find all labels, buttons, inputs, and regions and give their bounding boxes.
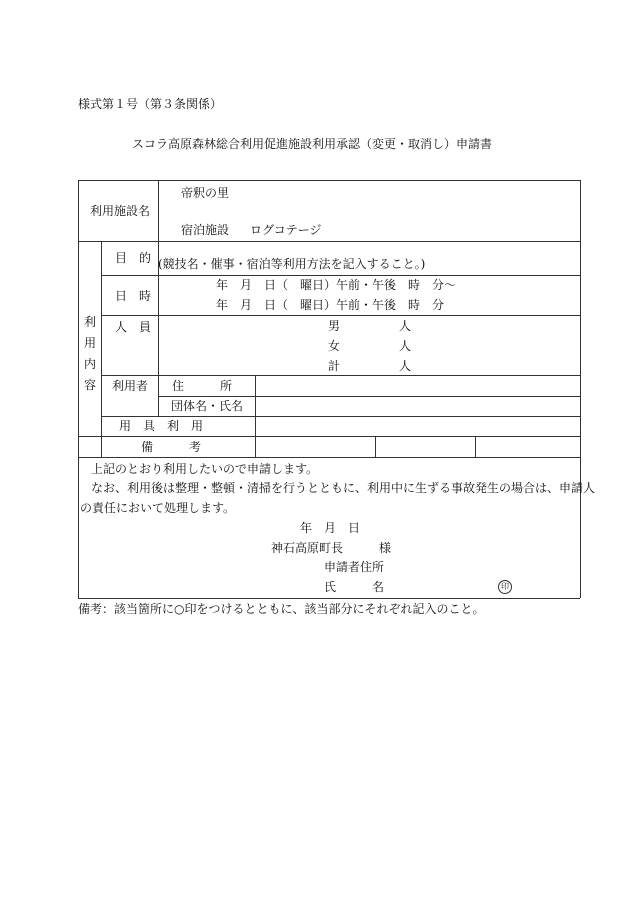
declaration-line-2: なお、利用後は整理・整頓・清掃を行うとともに、利用中に生ずる事故発生の場合は、申請人 xyxy=(91,481,596,495)
people-female-unit: 人 xyxy=(399,339,412,353)
facility-type: 宿泊施設 xyxy=(181,223,230,237)
group-name-label: 団体名・氏名 xyxy=(171,399,244,413)
people-male-label: 男 xyxy=(328,319,341,333)
remarks-label: 備 考 xyxy=(141,440,202,454)
addressee: 神石高原町長 様 xyxy=(271,541,392,555)
datetime-end: 年 月 日（ 曜日）午前・午後 時 分 xyxy=(216,298,445,312)
facility-name-1: 帝釈の里 xyxy=(181,186,230,200)
seal-icon: 印 xyxy=(498,580,512,594)
usage-group-char: 内 xyxy=(83,357,96,371)
facility-name-2: ログコテージ xyxy=(250,223,322,237)
applicant-name-label: 氏 名 xyxy=(324,580,385,594)
purpose-label: 目 的 xyxy=(115,251,152,265)
people-total-unit: 人 xyxy=(399,359,412,373)
usage-group-char: 容 xyxy=(83,378,96,392)
applicant-address-label: 申請者住所 xyxy=(324,560,385,574)
facility-label: 利用施設名 xyxy=(90,204,151,218)
address-label: 住 所 xyxy=(172,379,233,393)
usage-group-char: 用 xyxy=(83,336,96,350)
usage-group-char: 利 xyxy=(83,315,96,329)
people-label: 人 員 xyxy=(115,320,152,334)
datetime-label: 日 時 xyxy=(115,289,152,303)
usage-group-label xyxy=(82,315,98,399)
declaration-line-1: 上記のとおり利用したいので申請します。 xyxy=(91,462,319,476)
divider xyxy=(78,241,580,242)
application-date: 年 月 日 xyxy=(300,521,361,535)
footnote: 備考：該当箇所に○印をつけるとともに、該当部分にそれぞれ記入のこと。 xyxy=(78,602,485,616)
people-male-unit: 人 xyxy=(399,319,412,333)
page-title: スコラ高原森林総合利用促進施設利用承認（変更・取消し）申請書 xyxy=(132,137,493,151)
people-total-label: 計 xyxy=(328,359,341,373)
datetime-start: 年 月 日（ 曜日）午前・午後 時 分〜 xyxy=(216,278,457,292)
equipment-label: 用 具 利 用 xyxy=(119,419,204,433)
form-number: 様式第１号（第３条関係） xyxy=(78,97,223,111)
purpose-note: (競技名・催事・宿泊等利用方法を記入すること。) xyxy=(158,257,426,271)
people-female-label: 女 xyxy=(328,339,341,353)
user-label: 利用者 xyxy=(112,379,149,393)
declaration-line-3: の責任において処理します。 xyxy=(80,501,236,515)
